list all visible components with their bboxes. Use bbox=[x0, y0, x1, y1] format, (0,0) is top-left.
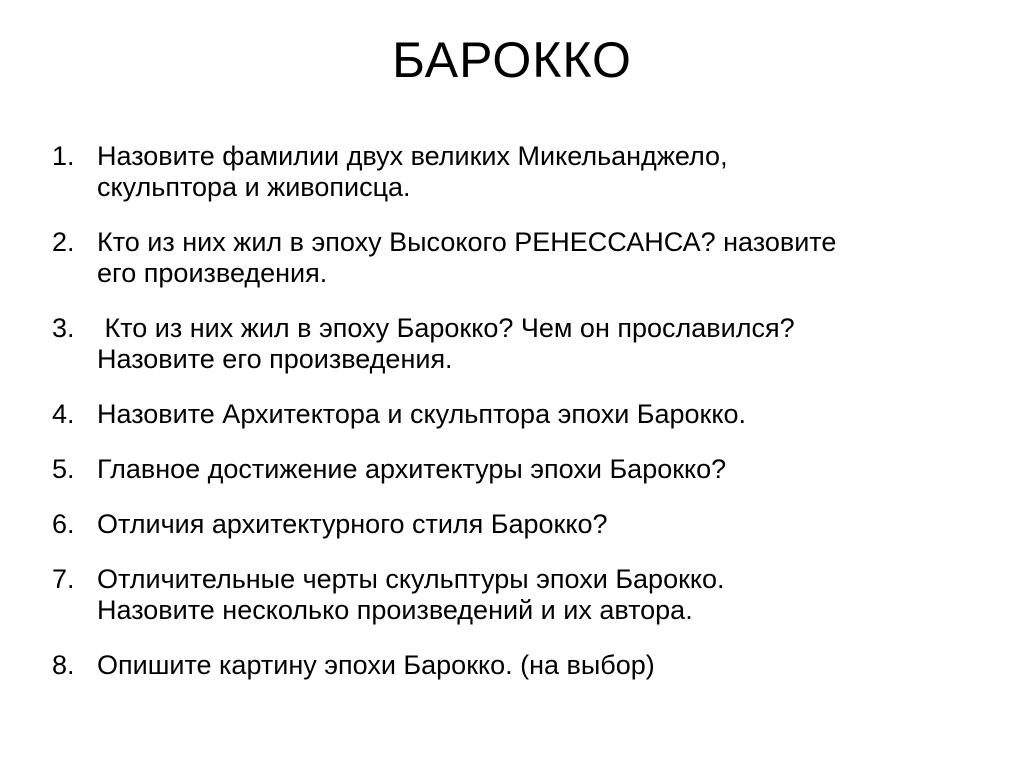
question-text-line: Опишите картину эпохи Барокко. (на выбор) bbox=[97, 650, 655, 680]
question-item-6 bbox=[52, 509, 972, 540]
question-number: 7. bbox=[52, 564, 75, 594]
question-text-line: Назовите Архитектора и скульптора эпохи Барокко. bbox=[97, 399, 746, 429]
question-item-4 bbox=[52, 399, 972, 430]
question-text-line: Назовите фамилии двух великих Микельанджело, bbox=[97, 141, 728, 171]
question-text-line: Отличия архитектурного стиля Барокко? bbox=[97, 509, 608, 539]
question-text-line: Главное достижение архитектуры эпохи Барокко? bbox=[97, 454, 727, 484]
question-number: 2. bbox=[52, 227, 75, 257]
question-item-5 bbox=[52, 454, 972, 485]
question-text-line: Отличительные черты скульптуры эпохи Барокко. bbox=[97, 564, 725, 594]
question-number: 5. bbox=[52, 454, 75, 484]
question-item-3 bbox=[52, 313, 972, 375]
question-number: 6. bbox=[52, 509, 75, 539]
question-text-line: Кто из них жил в эпоху Высокого РЕНЕССАНСА? назовите bbox=[97, 227, 837, 257]
question-item-2 bbox=[52, 227, 972, 289]
question-item-1 bbox=[52, 141, 972, 203]
question-number: 1. bbox=[52, 141, 75, 171]
question-text-line: скульптора и живописца. bbox=[97, 172, 411, 202]
question-item-8 bbox=[52, 650, 972, 681]
question-text-line: его произведения. bbox=[97, 258, 328, 288]
question-item-7 bbox=[52, 564, 972, 626]
question-number: 4. bbox=[52, 399, 75, 429]
slide-title: БАРОККО bbox=[392, 32, 632, 88]
question-number: 8. bbox=[52, 650, 75, 680]
question-list bbox=[52, 141, 972, 705]
question-text-line: Назовите несколько произведений и их автора. bbox=[97, 595, 693, 625]
question-text-line: Кто из них жил в эпоху Барокко? Чем он прославился? bbox=[97, 313, 795, 343]
question-number: 3. bbox=[52, 313, 75, 343]
question-text-line: Назовите его произведения. bbox=[97, 344, 453, 374]
